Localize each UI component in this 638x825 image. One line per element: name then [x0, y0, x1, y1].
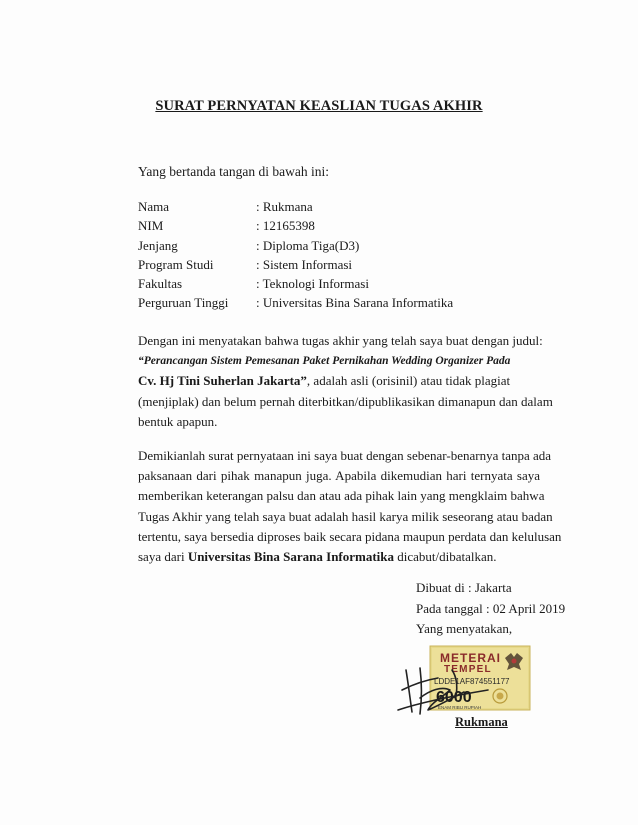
svg-text:6000: 6000 — [436, 689, 472, 706]
identity-value: : Teknologi Informasi — [256, 276, 369, 292]
thesis-title-line: “Perancangan Sistem Pemesanan Paket Pernikahan Wedding Organizer Pada — [138, 355, 511, 368]
declarant-line: Yang menyatakan, — [416, 621, 513, 636]
declaration-line: memberikan keterangan palsu dan atau ada pihak lain yang mengklaim bahwa — [138, 488, 545, 504]
svg-text:LDDE1AF874551177: LDDE1AF874551177 — [434, 677, 510, 686]
identity-label: Nama — [138, 199, 170, 214]
identity-label: Program Studi — [138, 256, 214, 272]
statement-line: Dengan ini menyatakan bahwa tugas akhir yang telah saya buat dengan judul: — [138, 333, 543, 348]
declaration-paragraph — [138, 446, 562, 567]
declaration-text: dicabut/dibatalkan. — [394, 549, 497, 565]
declaration-text: saya dari — [138, 549, 188, 565]
identity-row-program — [138, 255, 453, 274]
svg-text:ENAM RIBU RUPIAH: ENAM RIBU RUPIAH — [438, 705, 482, 710]
thesis-title-company: Cv. Hj Tini Suherlan Jakarta” — [138, 373, 307, 389]
identity-row-level — [138, 236, 453, 255]
identity-row-university — [138, 293, 453, 312]
identity-label: NIM — [138, 218, 164, 234]
date-line: Pada tanggal : 02 April 2019 — [416, 600, 566, 616]
identity-value: : Rukmana — [256, 199, 313, 214]
statement-line: bentuk apapun. — [138, 413, 218, 429]
identity-label: Jenjang — [138, 237, 178, 253]
identity-row-name — [138, 197, 453, 216]
statement-text: , adalah asli (orisinil) atau tidak plagiat — [306, 373, 511, 389]
identity-value: : Diploma Tiga(D3) — [256, 237, 360, 253]
svg-text:METERAI: METERAI — [440, 651, 501, 665]
identity-value: : Sistem Informasi — [256, 256, 353, 272]
statement-line: (menjiplak) dan belum pernah diterbitkan/dipublikasikan dimanapun dan dalam — [138, 393, 553, 409]
signer-name: Rukmana — [455, 715, 508, 729]
identity-value: : Universitas Bina Sarana Informatika — [256, 295, 454, 311]
signature-block — [416, 578, 565, 640]
statement-line — [138, 371, 540, 391]
svg-text:TEMPEL: TEMPEL — [444, 664, 492, 675]
identity-label: Perguruan Tinggi — [138, 295, 229, 311]
university-name-bold: Universitas Bina Sarana Informatika — [187, 549, 395, 565]
declaration-line: paksanaan dari pihak manapun juga. Apabila dikemudian hari ternyata saya — [138, 468, 540, 484]
identity-value: : 12165398 — [256, 218, 315, 234]
declaration-line: Demikianlah surat pernyataan ini saya buat dengan sebenar-benarnya tanpa ada — [138, 448, 552, 463]
declaration-line: Tugas Akhir yang telah saya buat adalah hasil karya milik seseorang atau badan — [138, 508, 553, 524]
statement-paragraph — [138, 331, 553, 432]
declaration-line — [138, 547, 540, 567]
place-line: Dibuat di : Jakarta — [416, 580, 512, 595]
identity-table — [138, 197, 453, 313]
identity-label: Fakultas — [138, 276, 183, 292]
declaration-line: tertentu, saya bersedia diproses baik secara pidana maupun perdata dan kelulusan — [138, 528, 562, 544]
intro-text: Yang bertanda tangan di bawah ini: — [138, 164, 329, 179]
document-title: SURAT PERNYATAN KEASLIAN TUGAS AKHIR — [155, 98, 483, 114]
identity-row-nim — [138, 216, 453, 235]
identity-row-faculty — [138, 274, 453, 293]
